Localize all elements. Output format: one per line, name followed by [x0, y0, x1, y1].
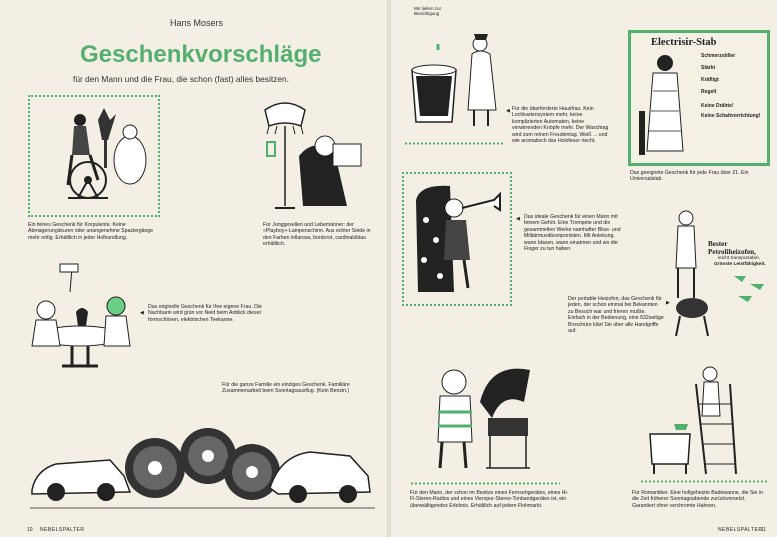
washtub-note: Wir liefern zur Besichtigung: [414, 6, 442, 17]
electrisir-ad: [628, 30, 770, 166]
caption-family-car: Für die ganze Familie ein einziges Geschenk. Familiäre Zusammenarbeit beim Sonntagsausflug. (Kein Benzin.): [222, 382, 350, 395]
caption-lampshade: Für Junggesellen und Lebemänner: der «Playboy»-Lampenschirm. Aus echter Seide in den Farben lollarosa, bordorot, cardinalsblau erhältlich.: [263, 222, 371, 248]
caption-stationary-bike: Ein feines Geschenk für Korpulente. Keine Abmagerungskuren oder unangenehme Spaziergänge mehr nötig. Erhältlich in jeder Holhandlung.: [28, 222, 154, 241]
footer-left-page-number: 10: [27, 527, 33, 533]
gramophone-illustration: [430, 362, 540, 480]
electrisir-ad-line-4: Regelt: [701, 89, 717, 95]
green-flags-illustration: [730, 272, 770, 306]
stationary-bike-illustration: [38, 100, 153, 210]
teapot-table-illustration: [32, 262, 132, 372]
green-dotted-rule-washtub: [404, 142, 504, 145]
footer-left-magazine: NEBELSPALTER: [40, 527, 85, 533]
caption-teapot: Das originelle Geschenk für Ihre eigene Frau. Die Nachbarin wird grün vor Neid beim Anblick dieser formschönen, elektrischen Teekanne.: [148, 304, 262, 323]
electrisir-ad-line-3: Kräftigt: [701, 77, 719, 83]
page-subtitle: für den Mann und die Frau, die schon (fast) alles besitzen.: [73, 74, 290, 84]
stove-ad-sub2: Grösste Leistfähigkeit.: [714, 262, 766, 267]
trumpet-chair-illustration: [410, 180, 506, 298]
family-car-illustration: [30, 400, 375, 515]
pointer-arrow-teapot: ◀: [140, 310, 144, 316]
caption-bathtub: Für Romantiker. Eine hollgeheizte Badewanne, die Sie in die Zeit früherer Sonntagsabende zurückversetzt. Garantiert ohne verchromte Hahnen.: [632, 490, 763, 509]
electrisir-ad-line-2: Stärkt: [701, 65, 716, 71]
pointer-arrow-washtub: ◀: [506, 108, 510, 114]
green-dotted-rule-bathtub: [640, 480, 768, 483]
electrisir-ad-line-6: Keine Schaltvorrichtung!: [701, 113, 761, 119]
footer-right-page-number: 11: [761, 527, 767, 533]
bathtub-ladder-illustration: [640, 364, 740, 478]
stove-man-illustration: [668, 208, 708, 338]
page-title: Geschenkvorschläge: [80, 41, 322, 68]
caption-trumpet: Das ideale Geschenk für einen Mann mit feinem Gehör. Eine Trompete und die gesammelten Werke namhafter Bliss- und Militärmusikkomponisten. Mit Anleitung, wann blasen, wann einatmen und wo die Finger zu tun haben.: [524, 214, 621, 253]
stove-ad-title: Bester Petroliheizofen,: [708, 240, 756, 256]
electrisir-ad-title: Electrisir-Stab: [651, 37, 717, 48]
caption-electrisir: Das geeignete Geschenk für jede Frau über 21. Ein Universalstab.: [630, 170, 749, 183]
lampshade-illustration: [255, 96, 370, 218]
electrisir-woman-illustration: [635, 51, 695, 161]
washtub-illustration: [404, 30, 504, 130]
pointer-arrow-heater: ▶: [666, 300, 670, 306]
page-gutter: [387, 0, 391, 537]
pointer-arrow-trumpet: ◀: [516, 216, 520, 222]
electrisir-ad-line-1: Schmerzstiller: [701, 53, 736, 59]
caption-gramophone: Für den Mann, der schon im Besitze eines Fernsehgerätes, eines Hi-Fi-Stereo-Radios und eines Vierspur-Stereo-Tonbandgerätes ist, ein überwältigendes Erlebnis. Erhältlich auf jedem Flohmarkt.: [410, 490, 569, 509]
footer-right-magazine: NEBELSPALTER: [718, 527, 763, 533]
caption-washtub: Für die überforderte Hausfrau. Kein Lochkartensystem mehr, keine komplizierten Automaten, keine verwirrenden Knöpfe mehr. Der Waschtag wird zum reinen Freudentag. Weiß ... und wie aromatisch das Holzfeuer riecht.: [512, 106, 609, 145]
author-line: Hans Mosers: [170, 18, 224, 28]
electrisir-ad-line-5: Keine Drähte!: [701, 103, 734, 109]
green-dotted-rule-gramophone: [410, 482, 560, 485]
caption-heater: Der portable Heizofen, das Geschenk für jeden, der schon einmal bei Bekannten zu Besuch war und frieren mußte. Einfach in der Bedienung, eine 632seitige Broschüre klärt Sie über alle Handgriffe auf.: [568, 296, 664, 335]
stove-ad-sub: leicht transportabel,: [718, 256, 760, 261]
